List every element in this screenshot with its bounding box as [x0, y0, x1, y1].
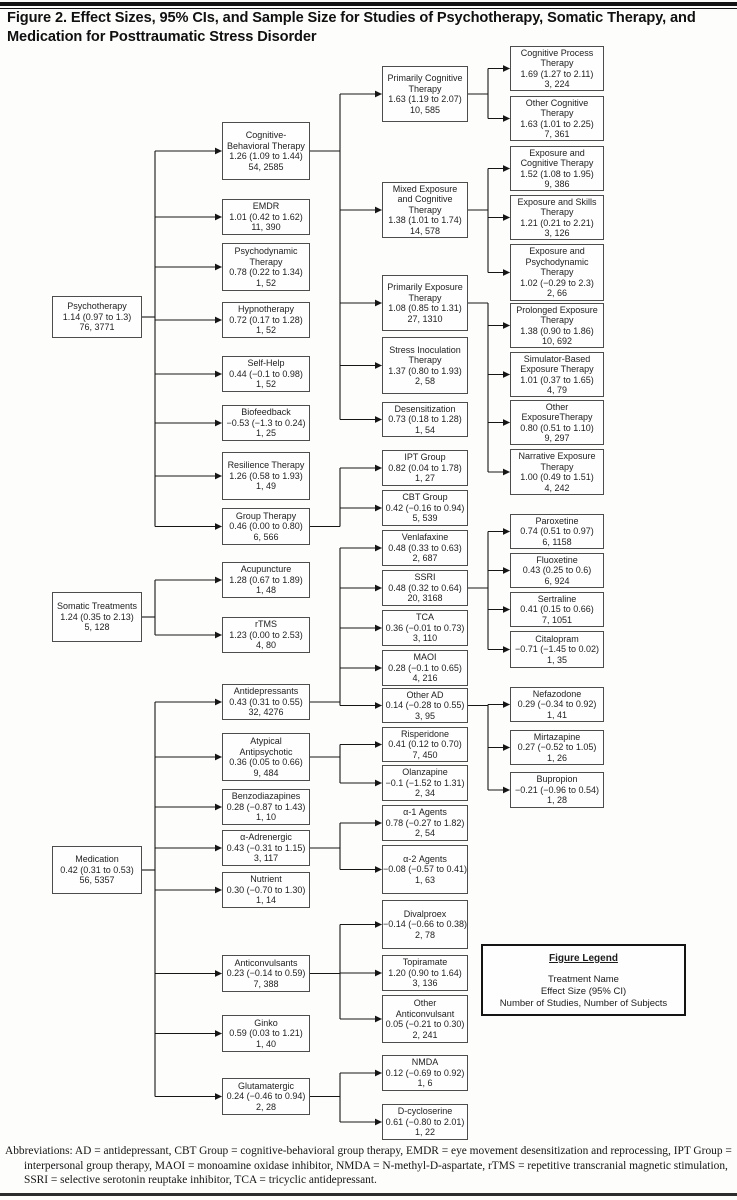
- node-effect: 0.73 (0.18 to 1.28): [388, 414, 462, 425]
- node-name: Narrative Exposure Therapy: [518, 451, 596, 472]
- node-counts: 7, 450: [412, 749, 438, 760]
- node-effect: 1.63 (1.19 to 2.07): [388, 94, 462, 104]
- node-counts: 5, 128: [84, 622, 110, 633]
- tree-node-exppsy: [510, 244, 604, 301]
- node-counts: 2, 58: [414, 376, 436, 386]
- tree-node-hypnotherapy: [222, 302, 310, 338]
- tree-node-olanzapine: [382, 765, 468, 801]
- node-counts: 4, 79: [546, 385, 568, 395]
- node-name: Stress Inoculation Therapy: [389, 344, 461, 365]
- node-name: Other Anticonvulsant: [395, 998, 455, 1019]
- node-effect: 0.23 (−0.14 to 0.59): [226, 968, 306, 979]
- node-name: Group Therapy: [235, 510, 297, 521]
- tree-node-nefazodone: [510, 687, 604, 722]
- legend-line-treatment: Treatment Name: [548, 974, 619, 985]
- node-effect: 0.42 (−0.16 to 0.94): [385, 502, 465, 513]
- node-effect: 1.52 (1.08 to 1.95): [520, 168, 594, 179]
- node-effect: 1.24 (0.35 to 2.13): [60, 611, 134, 622]
- node-counts: 9, 386: [544, 179, 570, 189]
- node-effect: 0.36 (−0.01 to 0.73): [385, 622, 465, 633]
- legend-line-counts: Number of Studies, Number of Subjects: [499, 998, 668, 1009]
- tree-node-benzo: [222, 789, 310, 825]
- tree-node-alphaadr: [222, 830, 310, 866]
- node-effect: 1.28 (0.67 to 1.89): [229, 574, 303, 585]
- tree-node-otherad: [382, 688, 468, 723]
- node-effect: 0.61 (−0.80 to 2.01): [385, 1116, 465, 1127]
- node-name: Other ExposureTherapy: [521, 401, 593, 422]
- tree-node-maoi: [382, 650, 468, 686]
- node-effect: 0.78 (0.22 to 1.34): [229, 267, 303, 277]
- node-name: Antidepressants: [233, 686, 299, 697]
- node-counts: 5, 539: [412, 513, 438, 524]
- node-counts: 2, 687: [412, 553, 438, 564]
- node-name: Resilience Therapy: [227, 460, 305, 471]
- legend-heading: Figure Legend: [549, 953, 618, 964]
- node-counts: 76, 3771: [79, 322, 115, 333]
- tree-node-simulator: [510, 352, 604, 397]
- node-effect: 1.37 (0.80 to 1.93): [388, 365, 462, 376]
- node-effect: 1.01 (0.37 to 1.65): [520, 374, 594, 385]
- node-effect: 0.72 (0.17 to 1.28): [229, 314, 303, 325]
- figure-legend-box: [481, 944, 686, 1016]
- node-name: Atypical Antipsychotic: [239, 736, 293, 757]
- node-name: Cognitive-Behavioral Therapy: [227, 130, 305, 151]
- tree-node-psychotherapy: [52, 296, 142, 338]
- node-effect: 0.59 (0.03 to 1.21): [229, 1028, 303, 1039]
- tree-node-somatic: [52, 592, 142, 642]
- node-effect: 1.26 (0.58 to 1.93): [229, 470, 303, 481]
- node-effect: 0.42 (0.31 to 0.53): [60, 864, 134, 875]
- node-name: rTMS: [255, 619, 277, 630]
- node-effect: 0.28 (−0.1 to 0.65): [388, 662, 462, 673]
- node-name: Exposure and Skills Therapy: [517, 196, 597, 217]
- node-name: Exposure and Cognitive Therapy: [520, 147, 594, 168]
- node-effect: 0.46 (0.00 to 0.80): [229, 521, 303, 532]
- node-name: Acupuncture: [240, 564, 292, 575]
- node-name: Paroxetine: [535, 515, 579, 526]
- node-effect: 0.28 (−0.87 to 1.43): [226, 801, 306, 812]
- node-name: Nutrient: [250, 874, 282, 885]
- node-counts: 1, 48: [255, 585, 277, 596]
- node-effect: 0.27 (−0.52 to 1.05): [517, 742, 597, 753]
- node-effect: −0.1 (−1.52 to 1.31): [385, 777, 465, 788]
- tree-node-mirtazapine: [510, 730, 604, 765]
- node-counts: 7, 388: [253, 978, 279, 989]
- node-counts: 1, 49: [255, 481, 277, 492]
- node-effect: 0.24 (−0.46 to 0.94): [226, 1091, 306, 1102]
- tree-node-tca: [382, 610, 468, 646]
- node-name: Prolonged Exposure Therapy: [516, 304, 598, 325]
- tree-node-selfhelp: [222, 356, 310, 392]
- node-name: D-cycloserine: [397, 1106, 453, 1117]
- node-counts: 1, 40: [255, 1038, 277, 1049]
- node-name: Primarily Exposure Therapy: [387, 282, 463, 303]
- node-effect: 1.01 (0.42 to 1.62): [229, 211, 303, 222]
- tree-node-stress: [382, 337, 468, 394]
- node-name: Other Cognitive Therapy: [525, 97, 589, 118]
- node-effect: −0.71 (−1.45 to 0.02): [514, 644, 600, 655]
- node-counts: 3, 95: [414, 710, 436, 721]
- tree-node-divalproex: [382, 900, 468, 949]
- node-counts: 27, 1310: [407, 313, 443, 324]
- node-effect: 1.38 (0.90 to 1.86): [520, 325, 594, 336]
- node-name: IPT Group: [404, 452, 446, 463]
- node-name: Other AD: [406, 689, 444, 700]
- tree-node-ginko: [222, 1015, 310, 1052]
- node-counts: 3, 117: [253, 853, 279, 864]
- node-name: α-1 Agents: [403, 807, 447, 818]
- node-effect: 1.26 (1.09 to 1.44): [229, 151, 303, 161]
- node-effect: −0.08 (−0.57 to 0.41): [382, 864, 468, 875]
- tree-node-acupuncture: [222, 562, 310, 598]
- node-counts: 3, 110: [412, 633, 438, 644]
- tree-node-primexp: [382, 275, 468, 331]
- node-name: Psychotherapy: [67, 301, 127, 312]
- node-counts: 2, 34: [414, 788, 436, 799]
- node-counts: 2, 28: [255, 1101, 277, 1112]
- node-name: Citalopram: [535, 633, 579, 644]
- node-counts: 56, 5357: [79, 875, 115, 886]
- node-name: EMDR: [252, 201, 280, 212]
- tree-node-prolonged: [510, 303, 604, 348]
- tree-node-venlafaxine: [382, 530, 468, 566]
- node-effect: 0.29 (−0.34 to 0.92): [517, 699, 597, 710]
- node-name: Benzodiazapines: [231, 791, 301, 802]
- tree-node-otherexp: [510, 400, 604, 445]
- node-counts: 10, 585: [409, 104, 441, 115]
- node-counts: 1, 26: [546, 752, 568, 763]
- node-counts: 6, 1158: [542, 536, 572, 547]
- abbreviations-note: Abbreviations: AD = antidepressant, CBT Group = cognitive-behavioral group therapy, EMDR = eye movement desensitization and reprocessing, IPT Group = interpersonal group therapy, MAOI = monoamine oxidase inhibitor, NMDA = N-methyl-D-aspartate, rTMS = repetitive transcranial magnetic stimulation, SSRI = selective serotonin reuptake inhibitor, TCA = tricyclic antidepressant.: [5, 1145, 732, 1187]
- tree-node-medication: [52, 846, 142, 894]
- tree-node-group: [222, 508, 310, 545]
- tree-node-expcog: [510, 146, 604, 191]
- node-counts: 1, 52: [255, 277, 277, 288]
- tree-node-psychodynamic: [222, 243, 310, 291]
- node-counts: 2, 54: [414, 828, 436, 839]
- tree-node-narrative: [510, 449, 604, 495]
- node-name: Glutamatergic: [237, 1080, 295, 1091]
- node-effect: 1.00 (0.49 to 1.51): [520, 472, 594, 482]
- node-effect: 1.14 (0.97 to 1.3): [62, 311, 132, 322]
- node-name: Risperidone: [400, 728, 450, 739]
- node-name: Cognitive Process Therapy: [520, 47, 594, 68]
- node-name: Primarily Cognitive Therapy: [387, 73, 463, 94]
- node-counts: 11, 390: [251, 222, 281, 233]
- node-effect: 0.44 (−0.1 to 0.98): [229, 368, 303, 379]
- node-counts: 1, 14: [255, 895, 277, 906]
- tree-node-nmda: [382, 1055, 468, 1091]
- tree-node-ssri: [382, 570, 468, 606]
- node-counts: 9, 297: [544, 433, 570, 443]
- tree-node-fluoxetine: [510, 553, 604, 588]
- node-name: NMDA: [411, 1057, 439, 1068]
- node-counts: 6, 924: [544, 575, 570, 586]
- node-name: Medication: [75, 854, 119, 865]
- node-name: Desensitization: [394, 403, 456, 414]
- node-effect: 1.02 (−0.29 to 2.3): [520, 277, 594, 288]
- tree-node-dcycloserine: [382, 1104, 468, 1140]
- node-counts: 54, 2585: [248, 161, 284, 172]
- tree-node-ipt: [382, 450, 468, 486]
- node-name: Self-Help: [247, 358, 285, 369]
- figure-title: Figure 2. Effect Sizes, 95% CIs, and Sample Size for Studies of Psychotherapy, Somatic Therapy, and Medication for Posttraumatic Stress Disorder: [7, 10, 696, 45]
- legend-line-effect: Effect Size (95% CI): [540, 986, 627, 997]
- node-effect: 0.05 (−0.21 to 0.30): [385, 1019, 465, 1029]
- node-counts: 2, 66: [546, 288, 568, 299]
- node-effect: 0.43 (0.31 to 0.55): [229, 696, 303, 707]
- node-counts: 7, 1051: [541, 614, 573, 625]
- tree-node-risperidone: [382, 727, 468, 762]
- tree-node-topiramate: [382, 955, 468, 991]
- node-name: Mixed Exposure and Cognitive Therapy: [392, 183, 458, 215]
- tree-node-alpha2: [382, 845, 468, 894]
- node-counts: 32, 4276: [248, 707, 284, 718]
- tree-node-nutrient: [222, 872, 310, 908]
- node-counts: 4, 242: [544, 482, 570, 493]
- node-name: TCA: [416, 612, 434, 623]
- node-effect: 0.48 (0.32 to 0.64): [388, 582, 462, 593]
- node-name: Psychodynamic Therapy: [234, 246, 298, 267]
- node-counts: 1, 35: [546, 654, 568, 665]
- tree-node-citalopram: [510, 631, 604, 668]
- node-name: α-Adrenergic: [240, 832, 292, 843]
- node-counts: 10, 692: [541, 336, 573, 346]
- node-name: Mirtazapine: [533, 731, 581, 742]
- node-counts: 1, 6: [417, 1078, 433, 1089]
- node-counts: 4, 80: [255, 640, 277, 651]
- node-effect: 1.69 (1.27 to 2.11): [520, 68, 594, 79]
- node-effect: 0.30 (−0.70 to 1.30): [226, 884, 306, 895]
- node-name: Biofeedback: [241, 407, 291, 418]
- tree-node-emdr: [222, 199, 310, 235]
- node-counts: 1, 25: [255, 428, 277, 439]
- node-counts: 14, 578: [409, 225, 441, 236]
- node-counts: 3, 126: [544, 228, 570, 238]
- tree-node-paroxetine: [510, 514, 604, 549]
- node-name: SSRI: [414, 572, 436, 583]
- node-name: Divalproex: [403, 908, 447, 919]
- node-counts: 9, 484: [253, 767, 279, 778]
- node-effect: 0.78 (−0.27 to 1.82): [385, 817, 465, 828]
- tree-node-mixed: [382, 182, 468, 238]
- tree-node-sertraline: [510, 592, 604, 627]
- node-counts: 1, 52: [255, 325, 277, 336]
- node-name: Simulator-Based Exposure Therapy: [520, 353, 594, 374]
- node-effect: 0.82 (0.04 to 1.78): [388, 462, 462, 473]
- node-counts: 4, 216: [412, 673, 438, 684]
- node-effect: −0.21 (−0.96 to 0.54): [514, 784, 600, 795]
- node-effect: 1.08 (0.85 to 1.31): [388, 303, 462, 313]
- tree-node-resilience: [222, 452, 310, 500]
- node-name: CBT Group: [402, 492, 448, 503]
- node-effect: 0.36 (0.05 to 0.66): [229, 757, 303, 767]
- node-effect: 0.80 (0.51 to 1.10): [520, 422, 594, 433]
- node-name: Bupropion: [536, 774, 578, 785]
- node-effect: 1.38 (1.01 to 1.74): [388, 215, 462, 226]
- tree-node-antidep: [222, 684, 310, 720]
- tree-node-primcog: [382, 66, 468, 122]
- node-counts: 3, 224: [544, 79, 570, 89]
- node-name: Venlafaxine: [401, 532, 449, 543]
- node-effect: 0.48 (0.33 to 0.63): [388, 542, 462, 553]
- node-name: Topiramate: [402, 957, 448, 968]
- node-name: Sertraline: [537, 593, 577, 604]
- node-counts: 6, 566: [253, 531, 279, 542]
- node-counts: 7, 361: [544, 129, 570, 139]
- node-effect: 0.74 (0.51 to 0.97): [520, 526, 594, 537]
- tree-node-cbt: [222, 122, 310, 180]
- node-counts: 1, 63: [414, 874, 436, 885]
- tree-node-biofeedback: [222, 405, 310, 441]
- node-effect: 0.14 (−0.28 to 0.55): [385, 700, 465, 711]
- node-effect: 1.21 (0.21 to 2.21): [520, 217, 594, 228]
- node-counts: 1, 54: [414, 424, 436, 435]
- node-counts: 2, 78: [414, 929, 436, 940]
- node-name: Fluoxetine: [536, 554, 578, 565]
- node-counts: 1, 41: [546, 709, 568, 720]
- node-effect: −0.53 (−1.3 to 0.24): [226, 417, 306, 428]
- node-counts: 20, 3168: [407, 593, 443, 604]
- tree-node-atypical: [222, 733, 310, 781]
- node-counts: 1, 10: [255, 812, 277, 823]
- tree-node-alpha1: [382, 805, 468, 841]
- tree-node-anticonv: [222, 955, 310, 992]
- node-name: Anticonvulsants: [234, 957, 298, 968]
- node-name: Exposure and Psychodynamic Therapy: [525, 246, 589, 278]
- node-counts: 2, 241: [412, 1029, 438, 1040]
- node-counts: 1, 28: [546, 795, 568, 806]
- node-effect: 0.41 (0.12 to 0.70): [388, 739, 462, 750]
- node-effect: 1.23 (0.00 to 2.53): [229, 629, 303, 640]
- node-effect: 0.41 (0.15 to 0.66): [520, 604, 594, 615]
- node-effect: −0.14 (−0.66 to 0.38): [382, 919, 468, 930]
- tree-node-rtms: [222, 617, 310, 653]
- node-name: Nefazodone: [532, 688, 582, 699]
- tree-node-bupropion: [510, 772, 604, 808]
- node-name: MAOI: [413, 652, 437, 663]
- node-counts: 3, 136: [412, 978, 438, 989]
- node-counts: 1, 22: [414, 1127, 436, 1138]
- node-effect: 1.20 (0.90 to 1.64): [388, 967, 462, 978]
- node-counts: 1, 27: [414, 473, 436, 484]
- node-effect: 0.43 (−0.31 to 1.15): [226, 842, 306, 853]
- tree-node-expskills: [510, 195, 604, 240]
- tree-node-desens: [382, 402, 468, 437]
- tree-node-cbtgroup: [382, 490, 468, 526]
- node-name: Ginko: [254, 1017, 278, 1028]
- tree-node-glutamatergic: [222, 1078, 310, 1115]
- tree-node-otheranticonv: [382, 995, 468, 1043]
- node-effect: 0.43 (0.25 to 0.6): [522, 565, 592, 576]
- node-effect: 1.63 (1.01 to 2.25): [520, 118, 594, 129]
- node-name: Olanzapine: [402, 767, 448, 778]
- node-name: Hypnotherapy: [237, 304, 295, 315]
- tree-node-othercog: [510, 96, 604, 141]
- node-name: α-2 Agents: [403, 853, 447, 864]
- node-effect: 0.12 (−0.69 to 0.92): [385, 1067, 465, 1078]
- tree-node-cpt: [510, 46, 604, 91]
- node-counts: 1, 52: [255, 379, 277, 390]
- node-name: Somatic Treatments: [56, 601, 138, 612]
